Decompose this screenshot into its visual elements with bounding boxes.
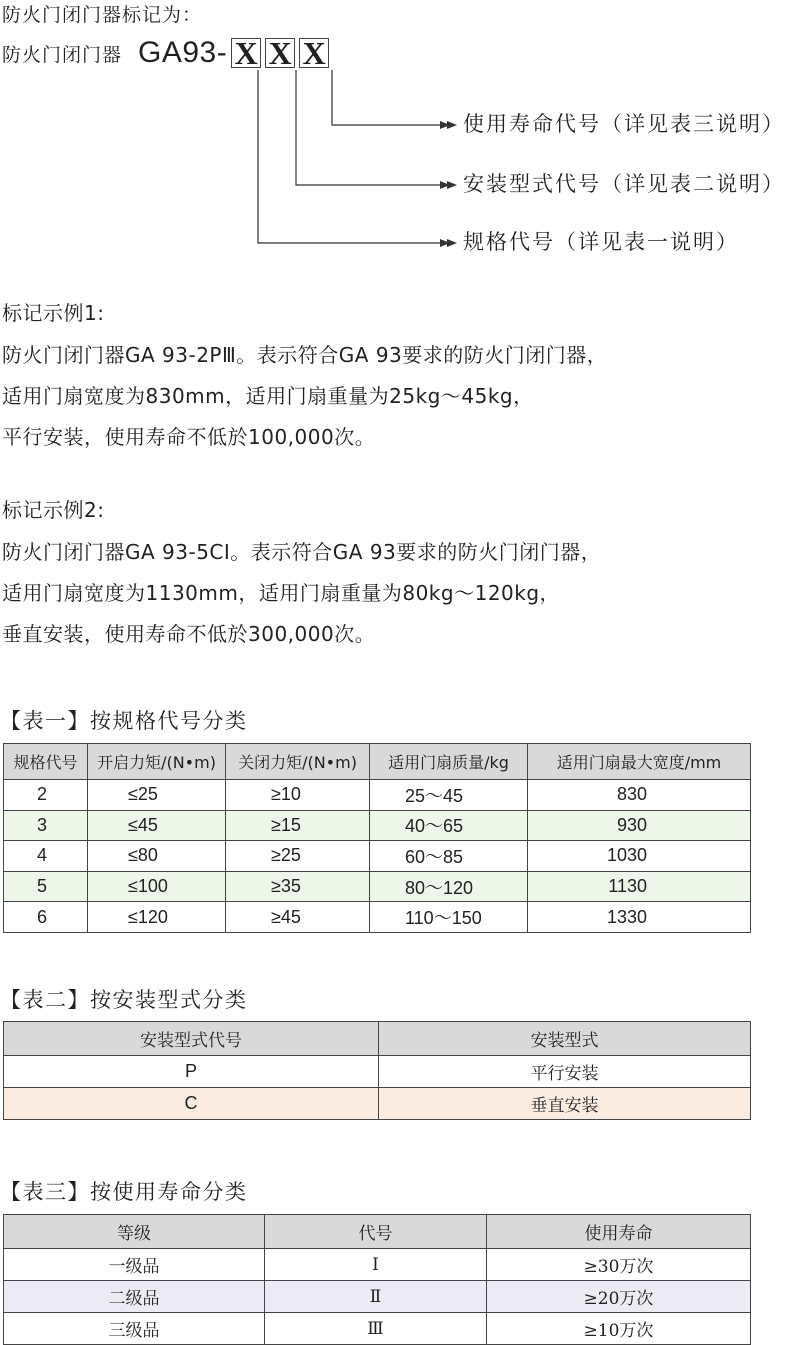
example2-line3: 垂直安装，使用寿命不低於300,000次。 [2,622,376,646]
table2-cell: C [4,1088,379,1120]
annotation-install-code: 安装型式代号（详见表二说明） [463,172,785,196]
example1-line3: 平行安装，使用寿命不低於100,000次。 [2,425,376,449]
code-box-life: X [299,38,329,68]
arrowhead-install-2 [447,181,457,189]
table2-header: 安装型式 [379,1022,751,1056]
table1-header: 关闭力矩/(N•m) [226,744,370,780]
table1-cell: 1130 [528,871,751,902]
example2-title: 标记示例2: [2,498,105,522]
leader-line-life [332,70,440,125]
table3-cell: Ⅱ [265,1281,487,1313]
table3-header: 使用寿命 [487,1215,751,1249]
table2-cell: 平行安装 [379,1056,751,1088]
table1-cell: ≤80 [88,841,226,872]
table-row [4,780,751,811]
table-row [4,1313,751,1345]
table1-header: 适用门扇质量/kg [370,744,528,780]
table-row [4,810,751,841]
code-box-spec: X [231,38,261,68]
table3-cell: Ⅲ [265,1313,487,1345]
table3-title: 【表三】按使用寿命分类 [0,1180,248,1204]
table1-title: 【表一】按规格代号分类 [0,709,248,733]
table1-cell: ≥35 [226,871,370,902]
annotation-spec-code: 规格代号（详见表一说明） [463,230,739,254]
table1-cell: 40～65 [370,810,528,841]
table3-cell: ≥30万次 [487,1249,751,1281]
table1-cell: ≥25 [226,841,370,872]
code-label: 防火门闭门器 [2,43,123,66]
table1-header: 适用门扇最大宽度/mm [528,744,751,780]
table-spec-code [3,743,751,933]
table1-cell: ≥45 [226,902,370,933]
example1-line1: 防火门闭门器GA 93-2PⅢ。表示符合GA 93要求的防火门闭门器， [2,343,608,367]
table1-cell: ≥15 [226,810,370,841]
code-prefix: GA93- [138,36,228,69]
table1-cell: 6 [4,902,88,933]
table-row [4,902,751,933]
table2-header: 安装型式代号 [4,1022,379,1056]
table-row [4,871,751,902]
table3-cell: Ⅰ [265,1249,487,1281]
arrowhead-life-2 [447,121,457,129]
table-row [4,1088,751,1120]
table3-header: 代号 [265,1215,487,1249]
leader-line-install [296,70,440,185]
table1-cell: 1330 [528,902,751,933]
table-row [4,1249,751,1281]
example1-title: 标记示例1: [2,301,105,325]
table1-cell: ≤100 [88,871,226,902]
table2-cell: P [4,1056,379,1088]
table1-header-row [4,744,751,780]
table3-cell: 一级品 [4,1249,265,1281]
table1-cell: ≤25 [88,780,226,811]
arrowhead-spec-2 [447,239,457,247]
table-row [4,841,751,872]
table-row [4,1281,751,1313]
table3-cell: ≥20万次 [487,1281,751,1313]
table1-cell: ≥10 [226,780,370,811]
table1-cell: 3 [4,810,88,841]
intro-heading: 防火门闭门器标记为： [2,4,203,26]
example2-line1: 防火门闭门器GA 93-5CⅠ。表示符合GA 93要求的防火门闭门器， [2,540,602,564]
table2-title: 【表二】按安装型式分类 [0,988,248,1012]
code-box-install: X [265,38,295,68]
table1-cell: 930 [528,810,751,841]
table1-cell: 1030 [528,841,751,872]
table2-header-row [4,1022,751,1056]
table-install-type [3,1021,751,1120]
table1-cell: 2 [4,780,88,811]
table2-cell: 垂直安装 [379,1088,751,1120]
table3-cell: 三级品 [4,1313,265,1345]
table3-header: 等级 [4,1215,265,1249]
table3-cell: 二级品 [4,1281,265,1313]
table1-cell: 4 [4,841,88,872]
annotation-life-code: 使用寿命代号（详见表三说明） [463,112,785,136]
table1-cell: 25～45 [370,780,528,811]
table1-header: 规格代号 [4,744,88,780]
table1-cell: 80～120 [370,871,528,902]
table1-cell: 60～85 [370,841,528,872]
example1-line2: 适用门扇宽度为830mm，适用门扇重量为25kg～45kg， [2,384,534,408]
example2-line2: 适用门扇宽度为1130mm，适用门扇重量为80kg～120kg， [2,581,561,605]
table1-cell: ≤120 [88,902,226,933]
table3-cell: ≥10万次 [487,1313,751,1345]
table-row [4,1056,751,1088]
leader-line-spec [258,70,440,243]
table3-header-row [4,1215,751,1249]
table1-cell: 5 [4,871,88,902]
table1-header: 开启力矩/(N•m) [88,744,226,780]
table1-cell: ≤45 [88,810,226,841]
table1-cell: 110～150 [370,902,528,933]
table-service-life [3,1214,751,1345]
table1-cell: 830 [528,780,751,811]
